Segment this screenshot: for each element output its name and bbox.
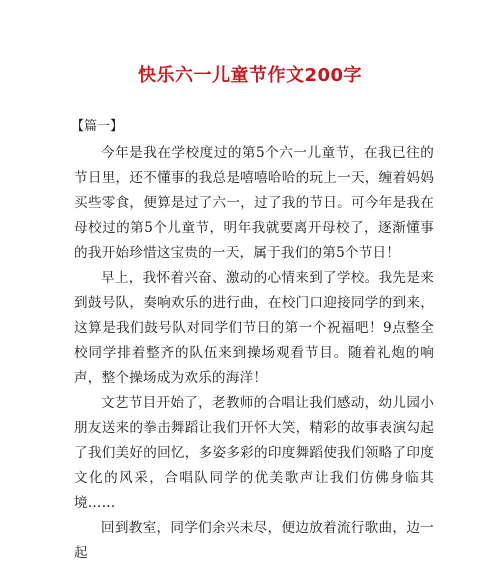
paragraph-1: 今年是我在学校度过的第5个六一儿童节，在我已往的节日里，还不懂事的我总是嘻嘻哈哈的玩上一天，缠着妈妈买些零食，便算是过了六一，过了我的节日。可今年是我在母校过的第5个儿童节，明年我就要离开母校了，逐渐懂事的我开始珍惜这宝贵的一天，属于我们的第5个节日！ <box>74 145 434 261</box>
document-title: 快乐六一儿童节作文200字 <box>137 65 363 86</box>
document-body <box>74 141 434 566</box>
paragraph-2: 早上，我怀着兴奋、激动的心情来到了学校。我先是来到鼓号队，奏响欢乐的进行曲，在校门口迎接同学的到来，这算是我们鼓号队对同学们节日的第一个祝福吧！9点整全校同学排着整齐的队伍来到操场观看节目。随着礼炮的响声，整个操场成为欢乐的海洋！ <box>74 270 434 386</box>
section-label: 【篇一】 <box>71 119 124 134</box>
paragraph-4: 回到教室，同学们余兴未尽，便边放着流行歌曲，边一起 <box>74 520 434 561</box>
paragraph-3: 文艺节目开始了，老教师的合唱让我们感动，幼儿园小朋友送来的拳击舞蹈让我们开怀大笑，精彩的故事表演勾起了我们美好的回忆，多姿多彩的印度舞蹈使我们领略了印度文化的风采，合唱队同学的优美歌声让我们仿佛身临其境…… <box>74 395 434 511</box>
